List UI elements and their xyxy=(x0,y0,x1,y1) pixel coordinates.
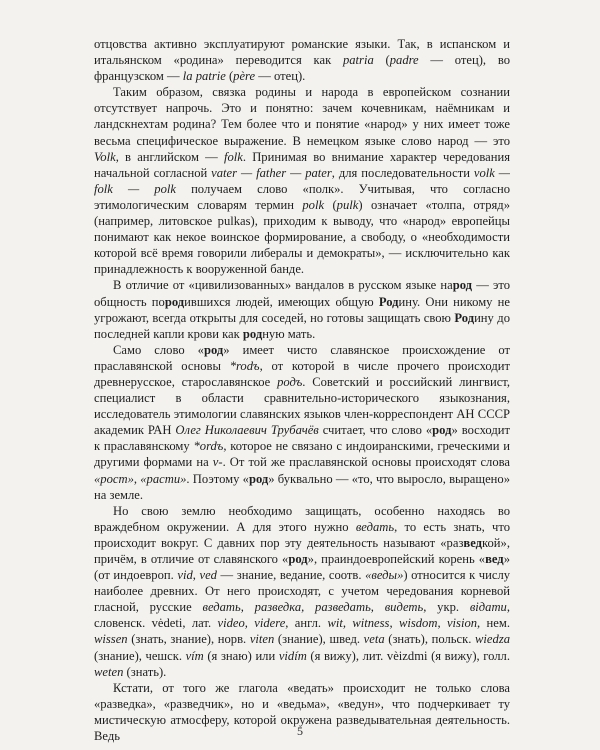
paragraph xyxy=(94,342,510,503)
text-run: . От той же праславянской основы происходят слова xyxy=(222,455,510,470)
italic-term: *ordъ xyxy=(193,439,224,454)
text-run: Таким образом, связка родины и народа в европейском сознании отсутствует напрочь. Это и понятно: зачем кочевникам, наёмникам и ландскнехтам родина? Тем более что и понятие «народ» у них имеет тоже весьма специфическое выражение. В немецком языке слово народ — это xyxy=(94,85,510,148)
text-run: ную мать. xyxy=(262,326,316,341)
text-run: . Советский и российский лингвист, специалист в области сравнительно-исторического языкознания, исследователь этимологии славянских языков член-корреспондент АН СССР академик РАН xyxy=(94,374,510,438)
text-run: ившихся людей, имеющих общую xyxy=(184,294,379,309)
bold-root: род xyxy=(164,294,185,309)
italic-term: vid xyxy=(177,568,193,583)
text-run: считает, что слово « xyxy=(318,423,433,438)
italic-term: video, videre xyxy=(217,616,286,631)
text-run: Само слово « xyxy=(113,342,204,357)
italic-term: «расти» xyxy=(140,471,187,486)
body-text xyxy=(94,36,510,744)
italic-term: volk — folk — polk xyxy=(94,165,510,196)
text-run: ину. Они никому не угрожают, всегда открыты для соседей, но готовы защищать свою xyxy=(94,294,510,325)
bold-root: род xyxy=(203,342,224,357)
text-run: » восходит к праславянскому xyxy=(94,423,511,454)
italic-term: ведать xyxy=(355,519,395,534)
italic-term: «веды» xyxy=(365,568,404,583)
italic-term: wit, witness, wisdom, vision xyxy=(327,616,478,631)
bold-root: род xyxy=(248,471,269,486)
text-run: (я вижу), лит. vèizdmi (я вижу), голл. xyxy=(306,648,510,663)
italic-term: pulk xyxy=(336,197,359,212)
text-run: , xyxy=(133,471,141,486)
text-run: — знание, ведание, соотв. xyxy=(216,568,366,583)
bold-root: Род xyxy=(378,294,399,309)
text-run: », праиндоевропейский корень « xyxy=(307,552,486,566)
text-run: В отличие от «цивилизованных» вандалов в русском языке на xyxy=(113,278,453,293)
italic-term: vidím xyxy=(278,648,307,663)
text-run: . Принимая во внимание характер чередования начальной согласной xyxy=(94,149,510,180)
italic-term: weten xyxy=(94,664,124,679)
italic-term: ведать, разведка, разведать, видеть xyxy=(202,600,424,615)
italic-term: ved xyxy=(199,568,217,583)
text-run: . Поэтому « xyxy=(186,471,249,486)
italic-term: *rodъ xyxy=(229,358,260,373)
bold-root: род xyxy=(432,423,452,438)
paragraph xyxy=(94,36,510,84)
text-run: » буквально — «то, что выросло, выращено» на земле. xyxy=(94,471,510,502)
text-run: » (от индоевроп. xyxy=(94,552,510,583)
page-number: 5 xyxy=(297,724,303,738)
italic-term: la patrie xyxy=(182,69,226,84)
text-run: (знать). xyxy=(123,664,167,679)
text-run: , англ. xyxy=(285,616,328,631)
text-run: ( xyxy=(225,69,234,84)
italic-term: Олег Николаевич Трубачёв xyxy=(175,423,319,438)
italic-term: vater — father — pater xyxy=(211,165,332,180)
bold-root: вед xyxy=(463,535,483,550)
text-run: ( xyxy=(373,53,390,68)
text-run: (знание), чешск. xyxy=(94,648,186,663)
italic-term: «рост» xyxy=(94,471,134,486)
text-run: , от которой в числе прочего происходит древнерусское, старославянское xyxy=(94,358,510,389)
paragraph xyxy=(94,503,510,680)
text-run: , в английском — xyxy=(115,149,224,164)
italic-term: wissen xyxy=(94,632,128,647)
text-run: , то есть знать, что происходит вокруг. С давних пор эту деятельность называют «раз xyxy=(94,519,510,550)
text-run: , укр. xyxy=(423,600,470,615)
paragraph xyxy=(94,84,510,277)
text-run: — это общность по xyxy=(94,278,510,309)
paragraph xyxy=(94,277,510,341)
text-run: — отец), во французском — xyxy=(94,53,510,84)
text-run: — отец). xyxy=(255,69,306,84)
text-run: ( xyxy=(324,197,337,212)
bold-root: вед xyxy=(485,552,504,566)
text-run: ) относится к числу наиболее древних. От него происходят, с учетом чередования корневой гласной, русские xyxy=(94,568,511,615)
text-run: , словенск. vėdeti, лат. xyxy=(94,600,510,631)
italic-term: Volk xyxy=(94,149,116,164)
text-run: отцовства активно эксплуатируют романские языки. Так, в испанском и итальянском «родина» переводится как xyxy=(94,37,510,68)
text-run: , xyxy=(192,568,200,583)
bold-root: род xyxy=(288,552,308,566)
text-run: (знать, знание), норв. xyxy=(127,632,250,647)
bold-root: Род xyxy=(454,310,475,325)
text-run: Кстати, от того же глагола «ведать» происходит не только слова «разведка», «разведчик», но и «ведьма», «ведун», что подчеркивает ту мистическую атмосферу, которой окружена разведывательная деятельность. Ведь xyxy=(94,680,510,744)
italic-term: vím xyxy=(185,648,204,663)
text-run: , нем. xyxy=(477,616,511,631)
italic-term: відати xyxy=(469,600,507,615)
text-run: (знание), швед. xyxy=(274,632,364,647)
text-run: кой», причём, в отличие от славянского « xyxy=(94,535,510,566)
italic-term: père xyxy=(233,69,256,84)
italic-term: patria xyxy=(342,53,374,68)
italic-term: родъ xyxy=(277,374,303,389)
italic-term: padre xyxy=(389,53,419,68)
text-run: ину до последней капли крови как xyxy=(94,310,510,341)
text-run: , для последовательности xyxy=(331,165,474,180)
italic-term: wiedza xyxy=(475,632,511,647)
text-run: (знать), польск. xyxy=(384,632,476,647)
italic-term: polk xyxy=(302,197,325,212)
italic-term: veta xyxy=(363,632,385,647)
bold-root: род xyxy=(242,326,263,341)
text-run: получаем слово «полк». Учитывая, что согласно этимологическим словарям термин xyxy=(94,181,510,212)
bold-root: род xyxy=(452,278,473,293)
text-run: ) означает «толпа, отряд» (например, литовское pulkas), приходим к выводу, что «народ» европейцы понимают как некое воинское формирование, а свободу, о «необходимости которой всё время говорили либералы и демократы», — исключительно как принадлежность к вооруженной банде. xyxy=(94,197,510,277)
text-run: » имеет чисто славянское происхождение от праславянской основы xyxy=(94,342,510,373)
text-run: , которое не связано с индоиранскими, греческими и другими формами на xyxy=(94,439,510,470)
text-run: (я знаю) или xyxy=(203,648,279,663)
italic-term: folk xyxy=(223,149,243,164)
text-run: Но свою землю необходимо защищать, особенно находясь во враждебном окружении. А для этого нужно xyxy=(94,503,510,534)
italic-term: viten xyxy=(249,632,275,647)
italic-term: v- xyxy=(212,455,223,470)
